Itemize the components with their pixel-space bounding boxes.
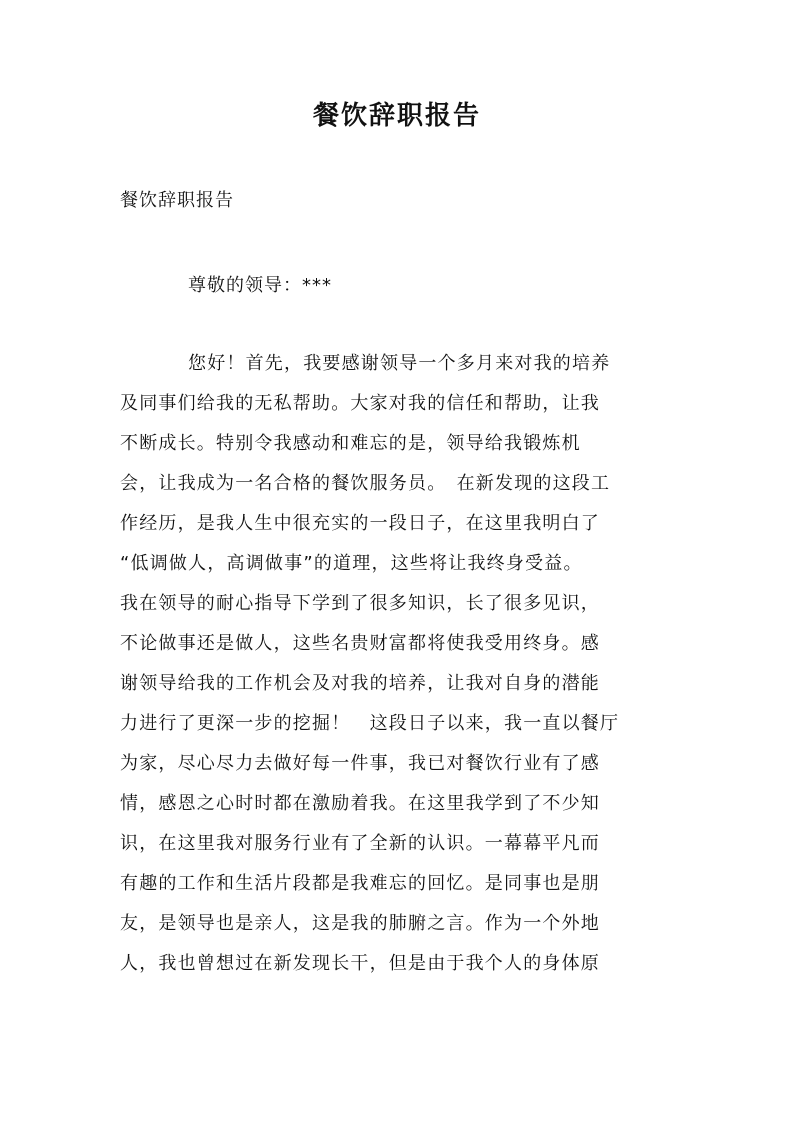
body-line: “低调做人，高调做事”的道理，这些将让我终身受益。: [120, 553, 583, 574]
salutation: 尊敬的领导：***: [188, 275, 332, 296]
body-line: 您好！首先，我要感谢领导一个多月来对我的培养: [188, 353, 611, 374]
body-line: 人，我也曾想过在新发现长干，但是由于我个人的身体原: [120, 953, 600, 974]
document-subtitle: 餐饮辞职报告: [120, 190, 234, 211]
body-line: 力进行了更深一步的挖掘！ 这段日子以来，我一直以餐厅: [120, 713, 620, 734]
body-line: 会，让我成为一名合格的餐饮服务员。 在新发现的这段工: [120, 473, 611, 494]
body-line: 为家，尽心尽力去做好每一件事，我已对餐饮行业有了感: [120, 753, 600, 774]
body-line: 有趣的工作和生活片段都是我难忘的回忆。是同事也是朋: [120, 873, 600, 894]
body-line: 我在领导的耐心指导下学到了很多知识，长了很多见识，: [120, 593, 600, 614]
body-line: 及同事们给我的无私帮助。大家对我的信任和帮助，让我: [120, 393, 600, 414]
body-line: 作经历，是我人生中很充实的一段日子，在这里我明白了: [120, 513, 600, 534]
body-line: 不断成长。特别令我感动和难忘的是，领导给我锻炼机: [120, 433, 581, 454]
body-text: [120, 351, 680, 991]
body-line: 谢领导给我的工作机会及对我的培养，让我对自身的潜能: [120, 673, 600, 694]
document-title: 餐饮辞职报告: [312, 101, 481, 131]
body-line: 不论做事还是做人，这些名贵财富都将使我受用终身。感: [120, 633, 600, 654]
body-line: 友，是领导也是亲人，这是我的肺腑之言。作为一个外地: [120, 913, 600, 934]
body-line: 情，感恩之心时时都在激励着我。在这里我学到了不少知: [120, 793, 600, 814]
body-line: 识，在这里我对服务行业有了全新的认识。一幕幕平凡而: [120, 833, 600, 854]
